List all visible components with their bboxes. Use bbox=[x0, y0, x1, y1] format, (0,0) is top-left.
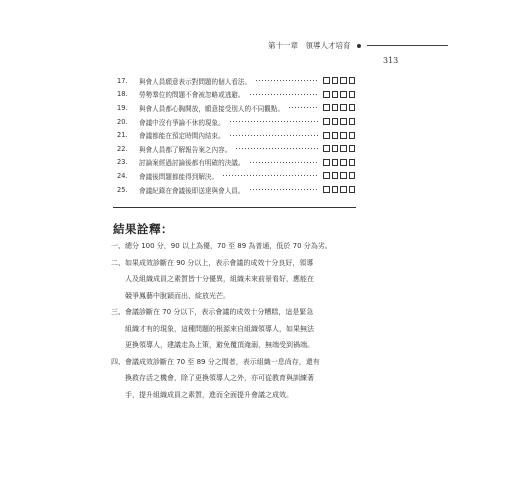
rating-checkbox[interactable] bbox=[332, 104, 339, 111]
rating-checkbox[interactable] bbox=[323, 186, 330, 193]
rating-checkbox[interactable] bbox=[323, 104, 330, 111]
rating-checkbox[interactable] bbox=[332, 159, 339, 166]
dot-leader bbox=[222, 175, 319, 176]
questionnaire-item bbox=[117, 142, 355, 156]
rating-checkbox[interactable] bbox=[349, 159, 356, 166]
dot-leader bbox=[235, 148, 319, 149]
item-text: 與會人員願意表示對問題的個人看法。 bbox=[139, 77, 252, 86]
item-text: 會議都能在預定時間內結束。 bbox=[139, 132, 225, 141]
rating-checkbox[interactable] bbox=[340, 145, 347, 152]
item-line: 人及組織成員之素質皆十分優異，組織未來前景看好，應能在 bbox=[125, 275, 314, 283]
interpretation-item bbox=[111, 238, 363, 255]
item-number: 23. bbox=[117, 158, 128, 167]
questionnaire-item bbox=[117, 183, 355, 197]
item-number: 17. bbox=[117, 76, 128, 85]
rating-checkbox[interactable] bbox=[323, 91, 330, 98]
item-number: 21. bbox=[117, 131, 128, 140]
rating-checkbox[interactable] bbox=[340, 132, 347, 139]
dot-leader bbox=[249, 94, 320, 95]
running-head bbox=[268, 40, 448, 51]
item-number: 18. bbox=[117, 90, 128, 99]
dot-leader bbox=[229, 121, 319, 122]
rating-checkbox[interactable] bbox=[323, 118, 330, 125]
rating-checkbox[interactable] bbox=[340, 104, 347, 111]
rating-checkbox[interactable] bbox=[340, 186, 347, 193]
interpretation-item bbox=[111, 255, 363, 305]
rating-boxes bbox=[323, 77, 355, 84]
rating-checkbox[interactable] bbox=[349, 172, 356, 179]
rating-checkbox[interactable] bbox=[323, 132, 330, 139]
item-text: 與會人員都了解報告案之內容。 bbox=[139, 145, 232, 154]
section-title: 結果詮釋： bbox=[113, 222, 173, 236]
rating-checkbox[interactable] bbox=[349, 104, 356, 111]
bullet-icon bbox=[357, 44, 361, 48]
questionnaire-item bbox=[117, 169, 355, 183]
rating-boxes bbox=[323, 186, 355, 193]
questionnaire-bottom-rule bbox=[113, 207, 356, 208]
rating-checkbox[interactable] bbox=[340, 91, 347, 98]
item-line: 會議診斷在 70 分以下，表示會議的成效十分糟糕，這是緊急 bbox=[125, 308, 314, 316]
questionnaire-item bbox=[117, 88, 355, 102]
dot-leader bbox=[249, 162, 320, 163]
questionnaire-list bbox=[117, 74, 355, 196]
item-text: 討論案經過討論後都有明確的決議。 bbox=[139, 159, 245, 168]
rating-checkbox[interactable] bbox=[323, 159, 330, 166]
rating-checkbox[interactable] bbox=[323, 145, 330, 152]
item-number: 20. bbox=[117, 117, 128, 126]
questionnaire-item bbox=[117, 115, 355, 129]
item-marker: 三、 bbox=[111, 308, 125, 316]
rating-checkbox[interactable] bbox=[340, 118, 347, 125]
rating-checkbox[interactable] bbox=[332, 186, 339, 193]
item-line: 組織才有的現象，這種問題的根源來自組織領導人，如果無法 bbox=[125, 324, 314, 333]
rating-checkbox[interactable] bbox=[323, 77, 330, 84]
item-body bbox=[125, 304, 363, 354]
item-marker: 一、 bbox=[111, 242, 125, 250]
rating-checkbox[interactable] bbox=[332, 77, 339, 84]
item-marker: 二、 bbox=[111, 258, 125, 267]
rating-boxes bbox=[323, 118, 355, 125]
rating-checkbox[interactable] bbox=[332, 172, 339, 179]
questionnaire-item bbox=[117, 74, 355, 88]
item-line: 總分 100 分，90 以上為優，70 至 89 為普通，低於 70 分為劣。 bbox=[125, 242, 332, 250]
rating-checkbox[interactable] bbox=[332, 91, 339, 98]
interpretation-list bbox=[111, 238, 363, 403]
item-line: 會議成效診斷在 70 至 89 分之間者，表示組織一息尚存，還有 bbox=[125, 357, 320, 366]
item-marker: 四、 bbox=[111, 357, 125, 366]
item-text: 勞勢羣位的問題不會被忽略或逃避。 bbox=[139, 91, 245, 100]
dot-leader bbox=[249, 189, 320, 190]
item-text: 會議中沒有爭論不休的現象。 bbox=[139, 118, 225, 127]
item-line: 更換領導人，建議走為上策，避免覆頂淹溺，無端受到禍端。 bbox=[125, 341, 314, 349]
rating-checkbox[interactable] bbox=[340, 172, 347, 179]
rating-checkbox[interactable] bbox=[349, 186, 356, 193]
dot-leader bbox=[229, 135, 319, 136]
chapter-title: 第十一章 領導人才培育 bbox=[268, 41, 351, 50]
item-number: 19. bbox=[117, 103, 128, 112]
dot-leader bbox=[255, 80, 319, 81]
header-rule bbox=[367, 45, 449, 46]
item-line: 換救存活之機會，除了更換領導人之外，亦可從教育與訓練著 bbox=[125, 374, 314, 382]
rating-boxes bbox=[323, 104, 355, 111]
rating-boxes bbox=[323, 145, 355, 152]
rating-checkbox[interactable] bbox=[340, 77, 347, 84]
item-text: 會議後問題都能得到解決。 bbox=[139, 172, 219, 181]
questionnaire-item bbox=[117, 156, 355, 170]
rating-checkbox[interactable] bbox=[332, 145, 339, 152]
questionnaire-item bbox=[117, 128, 355, 142]
rating-checkbox[interactable] bbox=[349, 132, 356, 139]
item-body bbox=[125, 255, 363, 305]
item-number: 22. bbox=[117, 144, 128, 153]
rating-checkbox[interactable] bbox=[349, 77, 356, 84]
item-number: 25. bbox=[117, 185, 128, 194]
item-body bbox=[125, 238, 363, 255]
rating-checkbox[interactable] bbox=[349, 118, 356, 125]
questionnaire-item bbox=[117, 101, 355, 115]
interpretation-item bbox=[111, 304, 363, 354]
item-number: 24. bbox=[117, 171, 128, 180]
item-line: 如果成效診斷在 90 分以上，表示會議的成效十分良好，領導 bbox=[125, 258, 314, 267]
rating-checkbox[interactable] bbox=[349, 145, 356, 152]
rating-boxes bbox=[323, 159, 355, 166]
rating-checkbox[interactable] bbox=[340, 159, 347, 166]
rating-checkbox[interactable] bbox=[323, 172, 330, 179]
rating-boxes bbox=[323, 91, 355, 98]
rating-checkbox[interactable] bbox=[349, 91, 356, 98]
rating-boxes bbox=[323, 172, 355, 179]
rating-boxes bbox=[323, 132, 355, 139]
item-text: 與會人員都心胸開放，願意接受別人的不同觀點。 bbox=[139, 104, 285, 113]
interpretation-item bbox=[111, 354, 363, 404]
item-text: 會議紀錄在會議後即送達與會人員。 bbox=[139, 186, 245, 195]
page-number: 313 bbox=[383, 56, 399, 65]
rating-checkbox[interactable] bbox=[332, 118, 339, 125]
item-line: 競爭鳳藝中脫穎而出、綻放光芒。 bbox=[125, 291, 230, 300]
item-body bbox=[125, 354, 363, 404]
rating-checkbox[interactable] bbox=[332, 132, 339, 139]
item-line: 手，提升組織成員之素質，進而全面提升會議之成效。 bbox=[125, 390, 293, 399]
dot-leader bbox=[288, 107, 319, 108]
